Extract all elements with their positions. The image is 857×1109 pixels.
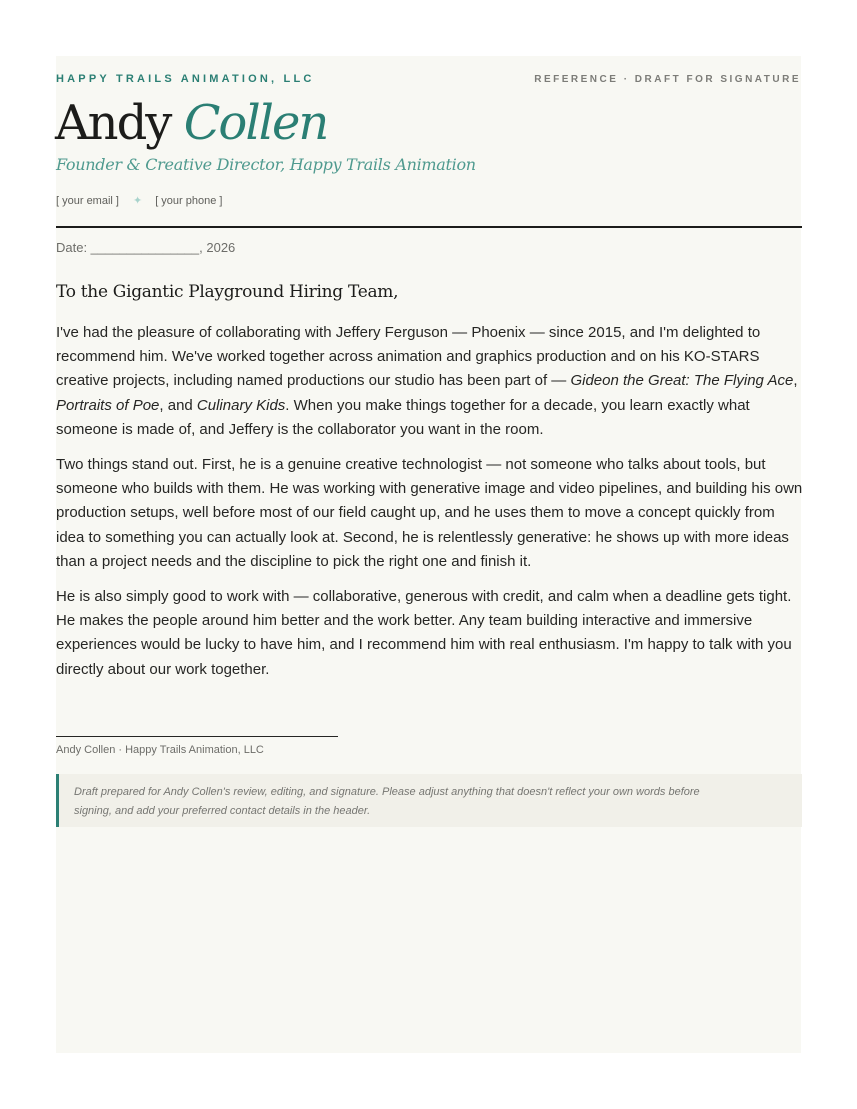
signature-name: Andy Collen · Happy Trails Animation, LLC	[56, 744, 264, 756]
paragraph-1-separator: , and	[159, 396, 197, 414]
sparkle-icon: ✦	[132, 195, 143, 207]
phone-placeholder: [ your phone ]	[155, 194, 223, 207]
letter-greeting: To the Gigantic Playground Hiring Team,	[56, 282, 399, 302]
paragraph-1-outro: . When you make things together for a decade, you learn exactly what someone is made of, and Jeffery is the collaborator you want in the room.	[56, 396, 750, 438]
reference-tag: REFERENCE · DRAFT FOR SIGNATURE	[534, 74, 801, 85]
letter-page	[56, 56, 801, 1053]
draft-note-line-2: signing, and add your preferred contact details in the header.	[74, 805, 371, 817]
paragraph-1-separator: ,	[793, 372, 798, 390]
email-placeholder: [ your email ]	[56, 194, 119, 207]
production-title-culinary: Culinary Kids	[196, 396, 286, 414]
production-title-poe: Portraits of Poe	[56, 396, 160, 414]
header-divider	[56, 226, 802, 228]
sender-first-name: Andy	[55, 95, 171, 151]
paragraph-3: He is also simply good to work with — collaborative, generous with credit, and calm when a deadline gets tight. He makes the people around him better and the work better. Any team building interactive and immersive experiences would be lucky to have him, and I recommend him with real enthusiasm. I'm happy to talk with you directly about our work together.	[56, 588, 792, 678]
production-title-gideon: Gideon the Great: The Flying Ace	[570, 372, 794, 390]
contact-line	[56, 194, 222, 207]
signature-line	[56, 736, 338, 737]
draft-note	[56, 774, 802, 827]
draft-note-line-1: Draft prepared for Andy Collen's review, editing, and signature. Please adjust anything that doesn't reflect your own words before	[74, 786, 700, 798]
sender-title: Founder & Creative Director, Happy Trails Animation	[56, 155, 476, 174]
paragraph-2: Two things stand out. First, he is a genuine creative technologist — not someone who talks about tools, but someone who builds with them. He was working with generative image and video pipelines, and building his own production setups, well before most of our field caught up, and he uses them to move a concept quickly from idea to something you can actually look at. Second, he is relentlessly generative: he shows up with more ideas than a project needs and the discipline to pick the right one and finish it.	[56, 456, 803, 570]
sender-name	[55, 92, 327, 154]
company-name: HAPPY TRAILS ANIMATION, LLC	[56, 73, 315, 85]
paragraph-1	[56, 321, 804, 442]
sender-last-name: Collen	[183, 95, 328, 151]
paragraph-1-intro: I've had the pleasure of collaborating with Jeffery Ferguson — Phoenix — since 2015, and I'm delighted to recommend him. We've worked together across animation and graphics production and on his KO-STARS creative projects, including named productions our studio has been part of —	[56, 324, 761, 390]
letter-date: Date: _______________, 2026	[56, 240, 236, 255]
letter-body	[56, 321, 804, 693]
